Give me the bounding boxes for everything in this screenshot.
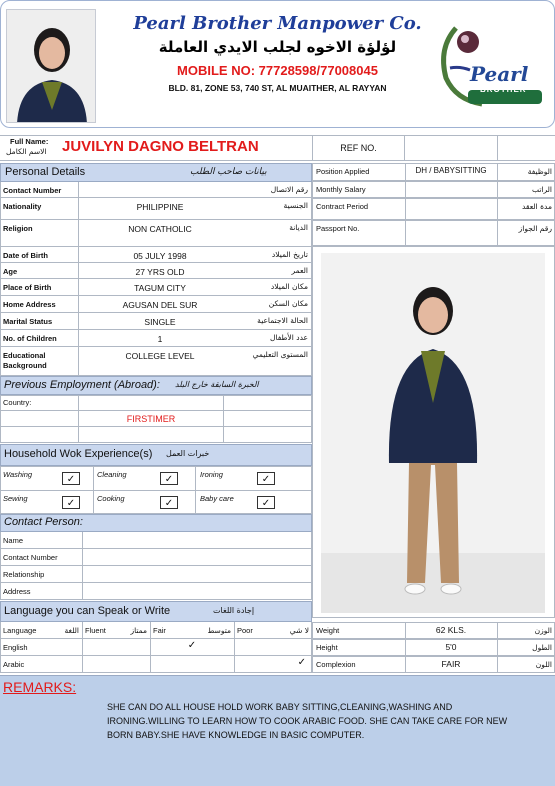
personal-row-label: Religion xyxy=(3,224,33,233)
language-col-divider xyxy=(82,656,83,673)
language-header-en: Poor xyxy=(237,626,253,635)
personal-row-arabic: مكان الميلاد xyxy=(270,282,308,291)
household-item-checkbox: ✓ xyxy=(160,472,178,485)
position-row-arabic: رقم الجواز xyxy=(518,224,552,233)
logo-subtext: BROTHER xyxy=(480,85,527,94)
position-row-divider-1 xyxy=(405,220,406,246)
language-header-en: Language xyxy=(3,626,37,635)
contact-row-divider xyxy=(82,549,83,566)
contact-field-label: Name xyxy=(3,536,24,545)
personal-row-arabic: رقم الاتصال xyxy=(270,185,308,194)
physical-row-arabic: الطول xyxy=(532,643,552,652)
full-name-label: Full Name: xyxy=(10,137,49,146)
personal-row-value: 05 JULY 1998 xyxy=(133,251,187,261)
household-col-divider xyxy=(93,466,94,514)
household-item-label: Washing xyxy=(3,470,33,479)
household-item-label: Cleaning xyxy=(97,470,127,479)
personal-row-divider xyxy=(78,296,79,313)
position-row-arabic: مدة العقد xyxy=(522,202,552,211)
language-title: Language you can Speak or Write xyxy=(4,605,171,617)
language-col-divider xyxy=(82,622,83,639)
contact-row xyxy=(0,566,312,583)
remarks-title: REMARKS: xyxy=(3,679,77,695)
physical-row-value: FAIR xyxy=(441,659,461,669)
language-col-divider xyxy=(150,656,151,673)
physical-row-arabic: الوزن xyxy=(534,626,552,635)
employment-line-1 xyxy=(0,410,312,411)
personal-details-title: Personal Details xyxy=(5,166,86,178)
household-item-checkbox: ✓ xyxy=(257,472,275,485)
personal-row-divider xyxy=(78,247,79,263)
personal-row-arabic: الديانة xyxy=(289,223,308,232)
household-item-checkbox: ✓ xyxy=(257,496,275,509)
personal-row-label: Educational Background xyxy=(3,351,47,370)
employment-col-2 xyxy=(223,395,224,443)
physical-row-value: 62 KLS. xyxy=(435,625,467,635)
language-header-ar: متوسط xyxy=(207,626,231,635)
personal-row-divider xyxy=(78,263,79,279)
household-col-divider xyxy=(195,466,196,514)
company-name: Pearl Brother Manpower Co. xyxy=(133,13,422,34)
position-row-arabic: الراتب xyxy=(531,185,552,194)
personal-row-divider xyxy=(78,220,79,247)
contact-row-divider xyxy=(82,532,83,549)
personal-row-value: PHILIPPINE xyxy=(136,202,184,212)
personal-row-value: AGUSAN DEL SUR xyxy=(122,300,198,310)
language-name: Arabic xyxy=(3,660,25,669)
personal-row-arabic: تاريخ الميلاد xyxy=(271,250,308,259)
position-row-label: Passport No. xyxy=(316,224,360,233)
personal-row-arabic: مكان السكن xyxy=(268,299,308,308)
personal-row-arabic: الجنسية xyxy=(283,201,308,210)
household-item-label: Baby care xyxy=(200,494,234,503)
personal-row-divider xyxy=(78,313,79,330)
personal-row-label: No. of Children xyxy=(3,334,57,343)
employment-status: FIRSTIMER xyxy=(126,414,176,424)
applicant-photo-full xyxy=(321,253,545,613)
language-arabic: إجادة اللغات xyxy=(213,606,255,615)
full-name-arabic-label: الاسم الكامل xyxy=(6,147,47,156)
company-mobile: MOBILE NO: 77728598/77008045 xyxy=(177,63,378,78)
language-header-ar: ممتاز xyxy=(130,626,147,635)
company-address: BLD. 81, ZONE 53, 740 ST, AL MUAITHER, AL RAYYAN xyxy=(168,83,387,93)
personal-row-divider xyxy=(78,198,79,220)
personal-row-label: Date of Birth xyxy=(3,251,48,260)
contact-field-label: Contact Number xyxy=(3,553,58,562)
position-row-arabic: الوظيفة xyxy=(527,167,552,176)
household-item-label: Sewing xyxy=(3,494,28,503)
country-label: Country: xyxy=(3,398,32,407)
physical-row-label: Weight xyxy=(316,626,340,635)
contact-row-divider xyxy=(82,583,83,600)
personal-row-value: TAGUM CITY xyxy=(134,283,186,293)
personal-row-label: Nationality xyxy=(3,202,42,211)
language-header-ar: اللغة xyxy=(64,626,79,635)
personal-row-arabic: الحالة الاجتماعية xyxy=(257,316,308,325)
ref-label: REF NO. xyxy=(312,135,405,161)
household-item-label: Ironing xyxy=(200,470,223,479)
household-arabic: خبرات العمل xyxy=(166,449,210,458)
physical-row-label: Complexion xyxy=(316,660,356,669)
personal-row-value: 27 YRS OLD xyxy=(135,267,185,277)
personal-row-label: Marital Status xyxy=(3,317,53,326)
contact-row xyxy=(0,583,312,600)
language-fair-mark: ✓ xyxy=(187,640,197,651)
personal-row-label: Home Address xyxy=(3,300,56,309)
personal-row-divider xyxy=(78,182,79,198)
personal-row-value: SINGLE xyxy=(144,317,176,327)
personal-row-label: Contact Number xyxy=(3,186,62,195)
language-col-divider xyxy=(234,622,235,639)
logo-text: Pearl xyxy=(470,62,529,86)
personal-row-value: 1 xyxy=(157,334,163,344)
language-poor-mark: ✓ xyxy=(297,657,306,668)
employment-arabic: الخبرة السابقة خارج البلد xyxy=(175,380,259,389)
personal-row-arabic: المستوى التعليمي xyxy=(252,350,308,359)
personal-row-value: COLLEGE LEVEL xyxy=(125,351,195,361)
personal-row-arabic: عدد الأطفال xyxy=(270,333,308,342)
household-item-checkbox: ✓ xyxy=(62,496,80,509)
personal-row-divider xyxy=(78,330,79,347)
language-header-en: Fluent xyxy=(85,626,106,635)
position-row-divider-1 xyxy=(405,181,406,198)
employment-title: Previous Employment (Abroad): xyxy=(4,379,160,391)
ref-divider xyxy=(497,135,498,161)
household-row-line xyxy=(0,490,312,491)
language-name: English xyxy=(3,643,28,652)
personal-row-value: NON CATHOLIC xyxy=(128,224,192,234)
position-row-label: Monthly Salary xyxy=(316,185,366,194)
personal-details-arabic: بيانات صاحب الطلب xyxy=(190,167,267,177)
household-item-checkbox: ✓ xyxy=(62,472,80,485)
employment-line-2 xyxy=(0,426,312,427)
personal-row-label: Place of Birth xyxy=(3,283,52,292)
personal-row-divider xyxy=(78,347,79,376)
contact-field-label: Address xyxy=(3,587,31,596)
language-col-divider xyxy=(150,622,151,639)
language-col-divider xyxy=(234,639,235,656)
position-row-label: Contract Period xyxy=(316,202,369,211)
position-row-label: Position Applied xyxy=(316,167,370,176)
language-header-ar: لا شي xyxy=(289,626,309,635)
full-name: JUVILYN DAGNO BELTRAN xyxy=(62,138,259,155)
household-item-label: Cooking xyxy=(97,494,125,503)
household-item-checkbox: ✓ xyxy=(160,496,178,509)
physical-row-label: Height xyxy=(316,643,338,652)
employment-col-1 xyxy=(78,395,79,443)
household-title: Household Wok Experience(s) xyxy=(4,448,153,460)
contact-row-divider xyxy=(82,566,83,583)
language-col-divider xyxy=(82,639,83,656)
position-row-divider-1 xyxy=(405,198,406,220)
applicant-photo-small xyxy=(6,9,96,123)
position-row-value: DH / BABYSITTING xyxy=(415,166,487,175)
personal-row-divider xyxy=(78,279,79,296)
remarks-text: SHE CAN DO ALL HOUSE HOLD WORK BABY SITTING,CLEANING,WASHING AND IRONING.WILLING TO LEARN HOW TO COOK ARABIC FOOD. SHE CAN TAKE CARE FOR NEW BORN BABY.SHE HAVE KNOWLEDGE IN BASIC COMPUTER. xyxy=(107,702,508,740)
personal-row-arabic: العمر xyxy=(291,266,308,275)
personal-row-label: Age xyxy=(3,267,18,276)
contact-row xyxy=(0,532,312,549)
contact-title: Contact Person: xyxy=(4,516,83,528)
physical-row-value: 5'0 xyxy=(445,642,457,652)
physical-row-arabic: اللون xyxy=(535,660,552,669)
language-header-en: Fair xyxy=(153,626,166,635)
company-arabic-name: لؤلؤة الاخوه لجلب الايدي العاملة xyxy=(158,38,397,56)
contact-field-label: Relationship xyxy=(3,570,45,579)
